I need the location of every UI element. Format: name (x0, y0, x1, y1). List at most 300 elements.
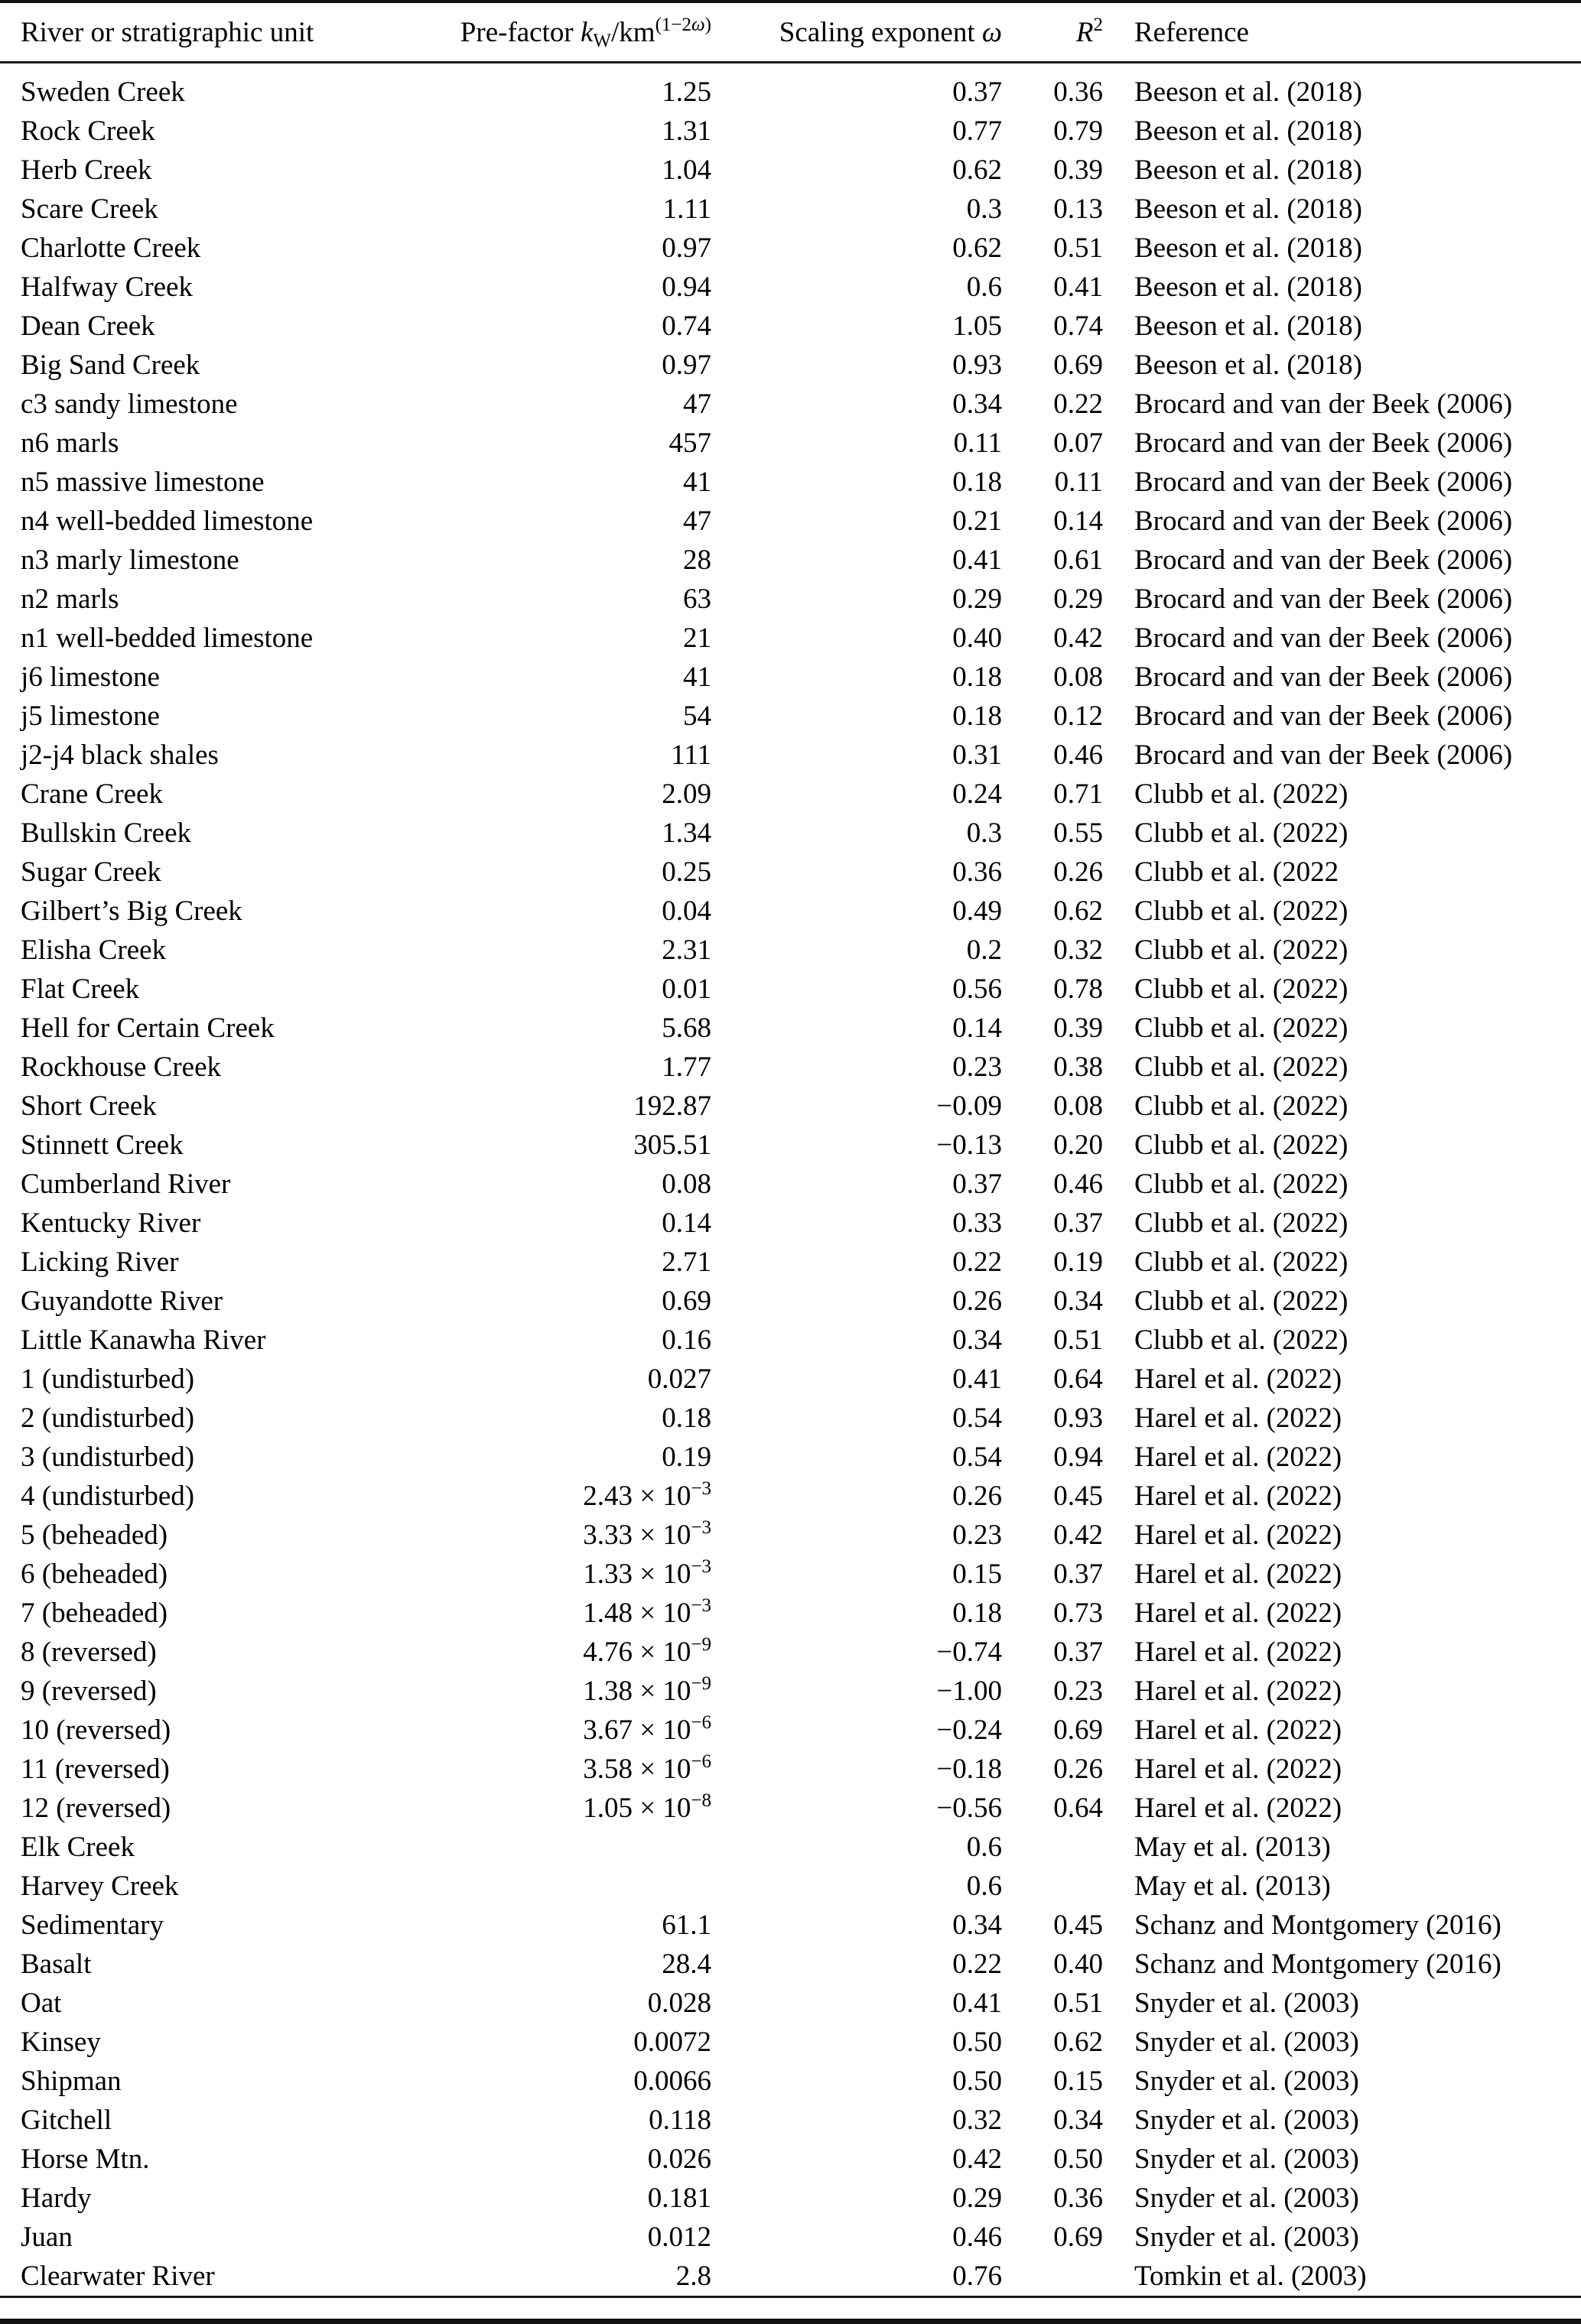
unit-cell: Kinsey (21, 2027, 101, 2058)
table-row (0, 63, 1581, 112)
unit-cell: Halfway Creek (21, 271, 193, 303)
reference-cell: Clubb et al. (2022) (1134, 778, 1348, 810)
prefactor-cell: 2.09 (662, 778, 711, 810)
unit-cell: n2 marls (21, 583, 119, 615)
reference-cell: Beeson et al. (2018) (1134, 76, 1362, 108)
omega-cell: 0.18 (952, 1598, 1002, 1629)
r2-cell (1002, 1828, 1103, 1867)
r2-cell: 0.71 (1053, 778, 1103, 810)
prefactor-cell: 61.1 (662, 1910, 711, 1941)
reference-cell: Brocard and van der Beek (2006) (1134, 388, 1513, 420)
col-header-r2 (1002, 2, 1103, 63)
table-row (0, 2140, 1581, 2179)
prefactor-cell: 0.16 (662, 1325, 711, 1356)
prefactor-cell: 21 (683, 622, 711, 654)
table-row (0, 2023, 1581, 2062)
unit-cell: 1 (undisturbed) (21, 1364, 195, 1395)
r2-cell: 0.39 (1053, 1012, 1103, 1044)
reference-cell: Schanz and Montgomery (2016) (1134, 1949, 1501, 1980)
table-row (0, 1867, 1581, 1906)
table-row (0, 1789, 1581, 1828)
col-header-unit-label: River or stratigraphic unit (21, 16, 314, 48)
r2-cell: 0.50 (1053, 2144, 1103, 2175)
r2-cell: 0.64 (1053, 1364, 1103, 1395)
table-body (0, 63, 1581, 2297)
unit-cell: n3 marly limestone (21, 544, 239, 576)
omega-cell: 0.50 (952, 2066, 1002, 2097)
table-row (0, 2101, 1581, 2140)
reference-cell: Brocard and van der Beek (2006) (1134, 505, 1513, 537)
r2-cell: 0.69 (1053, 1715, 1103, 1746)
r2-cell: 0.40 (1053, 1949, 1103, 1980)
prefactor-label: Pre-factor (460, 16, 581, 48)
unit-cell: 8 (reversed) (21, 1637, 157, 1668)
unit-cell: Clearwater River (21, 2261, 215, 2292)
table-row (0, 1360, 1581, 1399)
r2-cell: 0.69 (1053, 349, 1103, 381)
reference-cell: Clubb et al. (2022) (1134, 817, 1348, 849)
omega-cell: 0.23 (952, 1520, 1002, 1551)
r2-cell: 0.37 (1053, 1559, 1103, 1590)
r2-cell: 0.46 (1053, 1169, 1103, 1200)
unit-cell: Gitchell (21, 2105, 112, 2136)
prefactor-cell (359, 1867, 711, 1906)
r2-cell: 0.38 (1053, 1051, 1103, 1083)
r2-cell: 0.36 (1053, 76, 1103, 108)
prefactor-cell: 28.4 (662, 1949, 711, 1980)
omega-label: Scaling exponent (779, 16, 982, 48)
omega-cell: 0.6 (966, 1871, 1002, 1902)
r2-cell: 0.74 (1053, 310, 1103, 342)
unit-cell: Shipman (21, 2066, 122, 2097)
exponent-superscript: −6 (691, 1751, 711, 1772)
table-row (0, 1048, 1581, 1087)
r2-cell (1002, 2257, 1103, 2297)
unit-cell: Guyandotte River (21, 1286, 223, 1317)
reference-cell: Beeson et al. (2018) (1134, 154, 1362, 186)
r2-cell: 0.34 (1053, 1286, 1103, 1317)
reference-cell: Clubb et al. (2022) (1134, 1325, 1348, 1356)
unit-cell: 5 (beheaded) (21, 1520, 168, 1551)
reference-cell: Harel et al. (2022) (1134, 1598, 1342, 1629)
table-row (0, 814, 1581, 853)
prefactor-cell: $3.58 \times 10^{-6}$ (583, 1751, 711, 1785)
prefactor-cell: 0.97 (662, 349, 711, 381)
prefactor-cell (359, 1828, 711, 1867)
reference-cell: Beeson et al. (2018) (1134, 271, 1362, 303)
omega-cell: 0.41 (952, 1988, 1002, 2019)
prefactor-cell: $4.76 \times 10^{-9}$ (583, 1634, 711, 1668)
reference-cell: Clubb et al. (2022) (1134, 1286, 1348, 1317)
omega-cell: 0.29 (952, 2183, 1002, 2214)
reference-cell: Tomkin et al. (2003) (1134, 2261, 1367, 2292)
unit-cell: Horse Mtn. (21, 2144, 150, 2175)
omega-cell: 0.11 (953, 427, 1002, 459)
table-row (0, 307, 1581, 346)
table-row (0, 268, 1581, 307)
reference-cell: May et al. (2013) (1134, 1871, 1331, 1902)
omega-cell: 0.56 (952, 973, 1002, 1005)
unit-cell: n6 marls (21, 427, 119, 459)
prefactor-cell: 0.74 (662, 310, 711, 342)
table-row (0, 970, 1581, 1009)
col-header-unit (0, 2, 359, 63)
table-row (0, 424, 1581, 463)
prefactor-cell: $2.43 \times 10^{-3}$ (583, 1478, 711, 1512)
omega-cell: 0.37 (952, 76, 1002, 108)
r2-cell: 0.64 (1053, 1793, 1103, 1824)
r2-cell: 0.62 (1053, 895, 1103, 927)
reference-cell: Brocard and van der Beek (2006) (1134, 700, 1513, 732)
table-row (0, 1165, 1581, 1204)
prefactor-cell: 0.69 (662, 1286, 711, 1317)
r2-cell: 0.69 (1053, 2222, 1103, 2253)
prefactor-cell: 0.118 (649, 2105, 711, 2136)
unit-cell: 2 (undisturbed) (21, 1403, 195, 1434)
prefactor-cell: 54 (683, 700, 711, 732)
omega-cell: 0.32 (952, 2105, 1002, 2136)
prefactor-cell: $1.48 \times 10^{-3}$ (583, 1595, 711, 1629)
omega-cell: 0.50 (952, 2027, 1002, 2058)
reference-cell: Clubb et al. (2022) (1134, 1090, 1348, 1122)
unit-cell: Crane Creek (21, 778, 163, 810)
unit-cell: Hell for Certain Creek (21, 1012, 275, 1044)
reference-cell: Brocard and van der Beek (2006) (1134, 661, 1513, 693)
prefactor-cell: 5.68 (662, 1012, 711, 1044)
unit-cell: 7 (beheaded) (21, 1598, 168, 1629)
prefactor-unit: /km (611, 16, 655, 48)
table-row (0, 2218, 1581, 2257)
table-row (0, 1204, 1581, 1243)
reference-cell: Snyder et al. (2003) (1134, 2222, 1359, 2253)
omega-cell: 0.62 (952, 154, 1002, 186)
omega-cell: 0.6 (966, 1832, 1002, 1863)
unit-cell: Rockhouse Creek (21, 1051, 222, 1083)
reference-cell: Clubb et al. (2022) (1134, 1208, 1348, 1239)
reference-cell: Brocard and van der Beek (2006) (1134, 739, 1513, 771)
prefactor-cell: 0.0072 (633, 2027, 711, 2058)
table-row (0, 697, 1581, 736)
prefactor-cell: $1.33 \times 10^{-3}$ (583, 1556, 711, 1590)
unit-cell: Bullskin Creek (21, 817, 192, 849)
unit-cell: Oat (21, 1988, 62, 2019)
omega-cell: 0.23 (952, 1051, 1002, 1083)
reference-cell: Brocard and van der Beek (2006) (1134, 622, 1513, 654)
prefactor-cell: 41 (683, 661, 711, 693)
unit-cell: 10 (reversed) (21, 1715, 171, 1746)
prefactor-cell: 457 (669, 427, 711, 459)
prefactor-cell: 111 (671, 739, 711, 771)
r2-cell: 0.94 (1053, 1442, 1103, 1473)
exponent-superscript: −9 (691, 1673, 711, 1694)
table-row (0, 502, 1581, 541)
prefactor-cell: 0.18 (662, 1403, 711, 1434)
r2-cell: 0.34 (1053, 2105, 1103, 2136)
unit-cell: 11 (reversed) (21, 1754, 170, 1785)
r2-cell: 0.46 (1053, 739, 1103, 771)
omega-cell: 0.3 (966, 817, 1002, 849)
r2-cell: 0.41 (1053, 271, 1103, 303)
omega-cell: 0.3 (966, 193, 1002, 225)
prefactor-cell: 0.08 (662, 1169, 711, 1200)
unit-cell: Licking River (21, 1247, 179, 1278)
reference-cell: Harel et al. (2022) (1134, 1754, 1342, 1785)
omega-cell: 0.2 (966, 934, 1002, 966)
r2-cell: 0.55 (1053, 817, 1103, 849)
prefactor-cell: 0.0066 (633, 2066, 711, 2097)
table-row (0, 463, 1581, 502)
unit-cell: Sugar Creek (21, 856, 161, 888)
unit-cell: Kentucky River (21, 1208, 201, 1239)
reference-cell: Clubb et al. (2022) (1134, 1129, 1348, 1161)
r2-cell: 0.15 (1053, 2066, 1103, 2097)
r2-cell: 0.51 (1053, 1988, 1103, 2019)
bottom-rule (0, 2298, 1581, 2324)
r2-cell: 0.79 (1053, 115, 1103, 147)
r2-cell: 0.12 (1053, 700, 1103, 732)
table-row (0, 151, 1581, 190)
table-row (0, 1633, 1581, 1672)
reference-cell: Harel et al. (2022) (1134, 1520, 1342, 1551)
prefactor-cell: 1.77 (662, 1051, 711, 1083)
omega-cell: 0.37 (952, 1169, 1002, 1200)
prefactor-cell: 1.04 (662, 154, 711, 186)
prefactor-cell: 28 (683, 544, 711, 576)
r2-cell (1002, 1867, 1103, 1906)
r2-cell: 0.26 (1053, 856, 1103, 888)
reference-cell: Brocard and van der Beek (2006) (1134, 583, 1513, 615)
table-row (0, 385, 1581, 424)
omega-cell: 1.05 (952, 310, 1002, 342)
prefactor-cell: 0.028 (647, 1988, 711, 2019)
unit-cell: j2-j4 black shales (21, 739, 219, 771)
r2-cell: 0.37 (1053, 1637, 1103, 1668)
omega-cell: 0.36 (952, 856, 1002, 888)
omega-cell: 0.6 (966, 271, 1002, 303)
col-header-reference-label: Reference (1134, 16, 1249, 48)
unit-cell: Charlotte Creek (21, 232, 201, 264)
prefactor-cell: 2.71 (662, 1247, 711, 1278)
reference-cell: Schanz and Montgomery (2016) (1134, 1910, 1501, 1941)
omega-cell: 0.41 (952, 1364, 1002, 1395)
unit-cell: Elk Creek (21, 1832, 135, 1863)
table-row (0, 1009, 1581, 1048)
r2-cell: 0.42 (1053, 622, 1103, 654)
r2-cell: 0.14 (1053, 505, 1103, 537)
reference-cell: Harel et al. (2022) (1134, 1637, 1342, 1668)
table-row (0, 1828, 1581, 1867)
unit-cell: 4 (undisturbed) (21, 1481, 195, 1512)
reference-cell: Harel et al. (2022) (1134, 1364, 1342, 1395)
r2-cell: 0.37 (1053, 1208, 1103, 1239)
omega-cell: 0.18 (952, 661, 1002, 693)
reference-cell: Harel et al. (2022) (1134, 1793, 1342, 1824)
omega-cell: 0.76 (952, 2261, 1002, 2292)
r2-cell: 0.73 (1053, 1598, 1103, 1629)
table-header (0, 2, 1581, 63)
unit-cell: n4 well-bedded limestone (21, 505, 314, 537)
prefactor-cell: 1.25 (662, 76, 711, 108)
unit-cell: Sedimentary (21, 1910, 164, 1941)
exponent-superscript: −9 (691, 1634, 711, 1655)
prefactor-cell: $3.33 \times 10^{-3}$ (583, 1517, 711, 1551)
table-row (0, 1282, 1581, 1321)
prefactor-cell: 0.01 (662, 973, 711, 1005)
col-header-omega (711, 2, 1002, 63)
table-row (0, 1594, 1581, 1633)
prefactor-cell: 0.181 (647, 2183, 711, 2214)
reference-cell: Beeson et al. (2018) (1134, 310, 1362, 342)
table-row (0, 229, 1581, 268)
omega-cell: 0.29 (952, 583, 1002, 615)
omega-cell: 0.21 (952, 505, 1002, 537)
unit-cell: 12 (reversed) (21, 1793, 171, 1824)
reference-cell: Clubb et al. (2022) (1134, 1169, 1348, 1200)
prefactor-symbol: k (580, 16, 594, 48)
prefactor-cell: $1.38 \times 10^{-9}$ (583, 1673, 711, 1707)
table-row (0, 1243, 1581, 1282)
prefactor-cell: 41 (683, 466, 711, 498)
table-row (0, 1321, 1581, 1360)
omega-cell: 0.31 (952, 739, 1002, 771)
prefactor-cell: 63 (683, 583, 711, 615)
prefactor-symbol-subscript: W (593, 30, 612, 51)
prefactor-cell: $1.05 \times 10^{-8}$ (583, 1790, 711, 1824)
r2-cell: 0.45 (1053, 1910, 1103, 1941)
r2-cell: 0.20 (1053, 1129, 1103, 1161)
omega-symbol: ω (981, 16, 1002, 48)
prefactor-cell: 0.012 (647, 2222, 711, 2253)
table-row (0, 1477, 1581, 1516)
unit-cell: n1 well-bedded limestone (21, 622, 314, 654)
reference-cell: Clubb et al. (2022) (1134, 1051, 1348, 1083)
r2-superscript: 2 (1093, 14, 1103, 35)
unit-cell: Harvey Creek (21, 1871, 179, 1902)
prefactor-cell: 47 (683, 505, 711, 537)
omega-cell: 0.18 (952, 700, 1002, 732)
table-row (0, 1711, 1581, 1750)
omega-cell: 0.34 (952, 1910, 1002, 1941)
r2-cell: 0.51 (1053, 1325, 1103, 1356)
reference-cell: Snyder et al. (2003) (1134, 2027, 1359, 2058)
prefactor-cell: 1.11 (662, 193, 711, 225)
exponent-superscript: −6 (691, 1712, 711, 1733)
exponent-superscript: −3 (691, 1517, 711, 1538)
r2-cell: 0.19 (1053, 1247, 1103, 1278)
reference-cell: Harel et al. (2022) (1134, 1715, 1342, 1746)
omega-cell: −0.56 (936, 1793, 1002, 1824)
reference-cell: Clubb et al. (2022) (1134, 934, 1348, 966)
r2-cell: 0.45 (1053, 1481, 1103, 1512)
prefactor-cell: 305.51 (633, 1129, 711, 1161)
prefactor-exponent: (1−2ω) (655, 14, 711, 35)
prefactor-cell: 1.31 (662, 115, 711, 147)
table-row (0, 1906, 1581, 1945)
table-row (0, 2062, 1581, 2101)
reference-cell: Snyder et al. (2003) (1134, 2183, 1359, 2214)
reference-cell: Brocard and van der Beek (2006) (1134, 427, 1513, 459)
omega-cell: 0.18 (952, 466, 1002, 498)
r2-symbol: R (1075, 16, 1094, 48)
unit-cell: Dean Creek (21, 310, 155, 342)
table-row (0, 1126, 1581, 1165)
omega-cell: 0.62 (952, 232, 1002, 264)
omega-cell: −0.18 (936, 1754, 1002, 1785)
omega-cell: 0.14 (952, 1012, 1002, 1044)
reference-cell: Harel et al. (2022) (1134, 1442, 1342, 1473)
omega-cell: 0.26 (952, 1481, 1002, 1512)
header-row (0, 2, 1581, 63)
r2-cell: 0.08 (1053, 661, 1103, 693)
unit-cell: Stinnett Creek (21, 1129, 184, 1161)
r2-cell: 0.26 (1053, 1754, 1103, 1785)
reference-cell: Beeson et al. (2018) (1134, 115, 1362, 147)
omega-cell: 0.93 (952, 349, 1002, 381)
table-row (0, 190, 1581, 229)
omega-cell: 0.22 (952, 1949, 1002, 1980)
r2-cell: 0.93 (1053, 1403, 1103, 1434)
omega-cell: 0.46 (952, 2222, 1002, 2253)
table-row (0, 1984, 1581, 2023)
exponent-superscript: −3 (691, 1478, 711, 1499)
unit-cell: Elisha Creek (21, 934, 167, 966)
exponent-superscript: −3 (691, 1595, 711, 1616)
unit-cell: Rock Creek (21, 115, 155, 147)
table-row (0, 541, 1581, 580)
table-row (0, 1516, 1581, 1555)
table-row (0, 1750, 1581, 1789)
prefactor-cell: 1.34 (662, 817, 711, 849)
omega-cell: −0.13 (936, 1129, 1002, 1161)
table-row (0, 892, 1581, 931)
omega-cell: 0.34 (952, 388, 1002, 420)
r2-cell: 0.39 (1053, 154, 1103, 186)
reference-cell: Clubb et al. (2022) (1134, 1012, 1348, 1044)
reference-cell: Clubb et al. (2022) (1134, 973, 1348, 1005)
table-row (0, 112, 1581, 151)
unit-cell: c3 sandy limestone (21, 388, 238, 420)
unit-cell: Big Sand Creek (21, 349, 200, 381)
reference-cell: May et al. (2013) (1134, 1832, 1331, 1863)
col-header-reference (1103, 2, 1581, 63)
omega-cell: −0.24 (936, 1715, 1002, 1746)
prefactor-cell: $3.67 \times 10^{-6}$ (583, 1712, 711, 1746)
table-row (0, 931, 1581, 970)
unit-cell: Hardy (21, 2183, 92, 2214)
prefactor-cell: 192.87 (633, 1090, 711, 1122)
omega-cell: 0.49 (952, 895, 1002, 927)
r2-cell: 0.62 (1053, 2027, 1103, 2058)
reference-cell: Harel et al. (2022) (1134, 1676, 1342, 1707)
r2-cell: 0.08 (1053, 1090, 1103, 1122)
omega-cell: 0.42 (952, 2144, 1002, 2175)
reference-cell: Harel et al. (2022) (1134, 1481, 1342, 1512)
r2-cell: 0.78 (1053, 973, 1103, 1005)
exponent-superscript: −3 (691, 1556, 711, 1577)
unit-cell: n5 massive limestone (21, 466, 265, 498)
table-row (0, 1672, 1581, 1711)
unit-cell: Juan (21, 2222, 73, 2253)
prefactor-cell: 0.04 (662, 895, 711, 927)
r2-cell: 0.11 (1054, 466, 1103, 498)
prefactor-cell: 0.97 (662, 232, 711, 264)
r2-cell: 0.51 (1053, 232, 1103, 264)
unit-cell: 3 (undisturbed) (21, 1442, 195, 1473)
r2-cell: 0.61 (1053, 544, 1103, 576)
unit-cell: Short Creek (21, 1090, 157, 1122)
r2-cell: 0.07 (1053, 427, 1103, 459)
reference-cell: Beeson et al. (2018) (1134, 232, 1362, 264)
